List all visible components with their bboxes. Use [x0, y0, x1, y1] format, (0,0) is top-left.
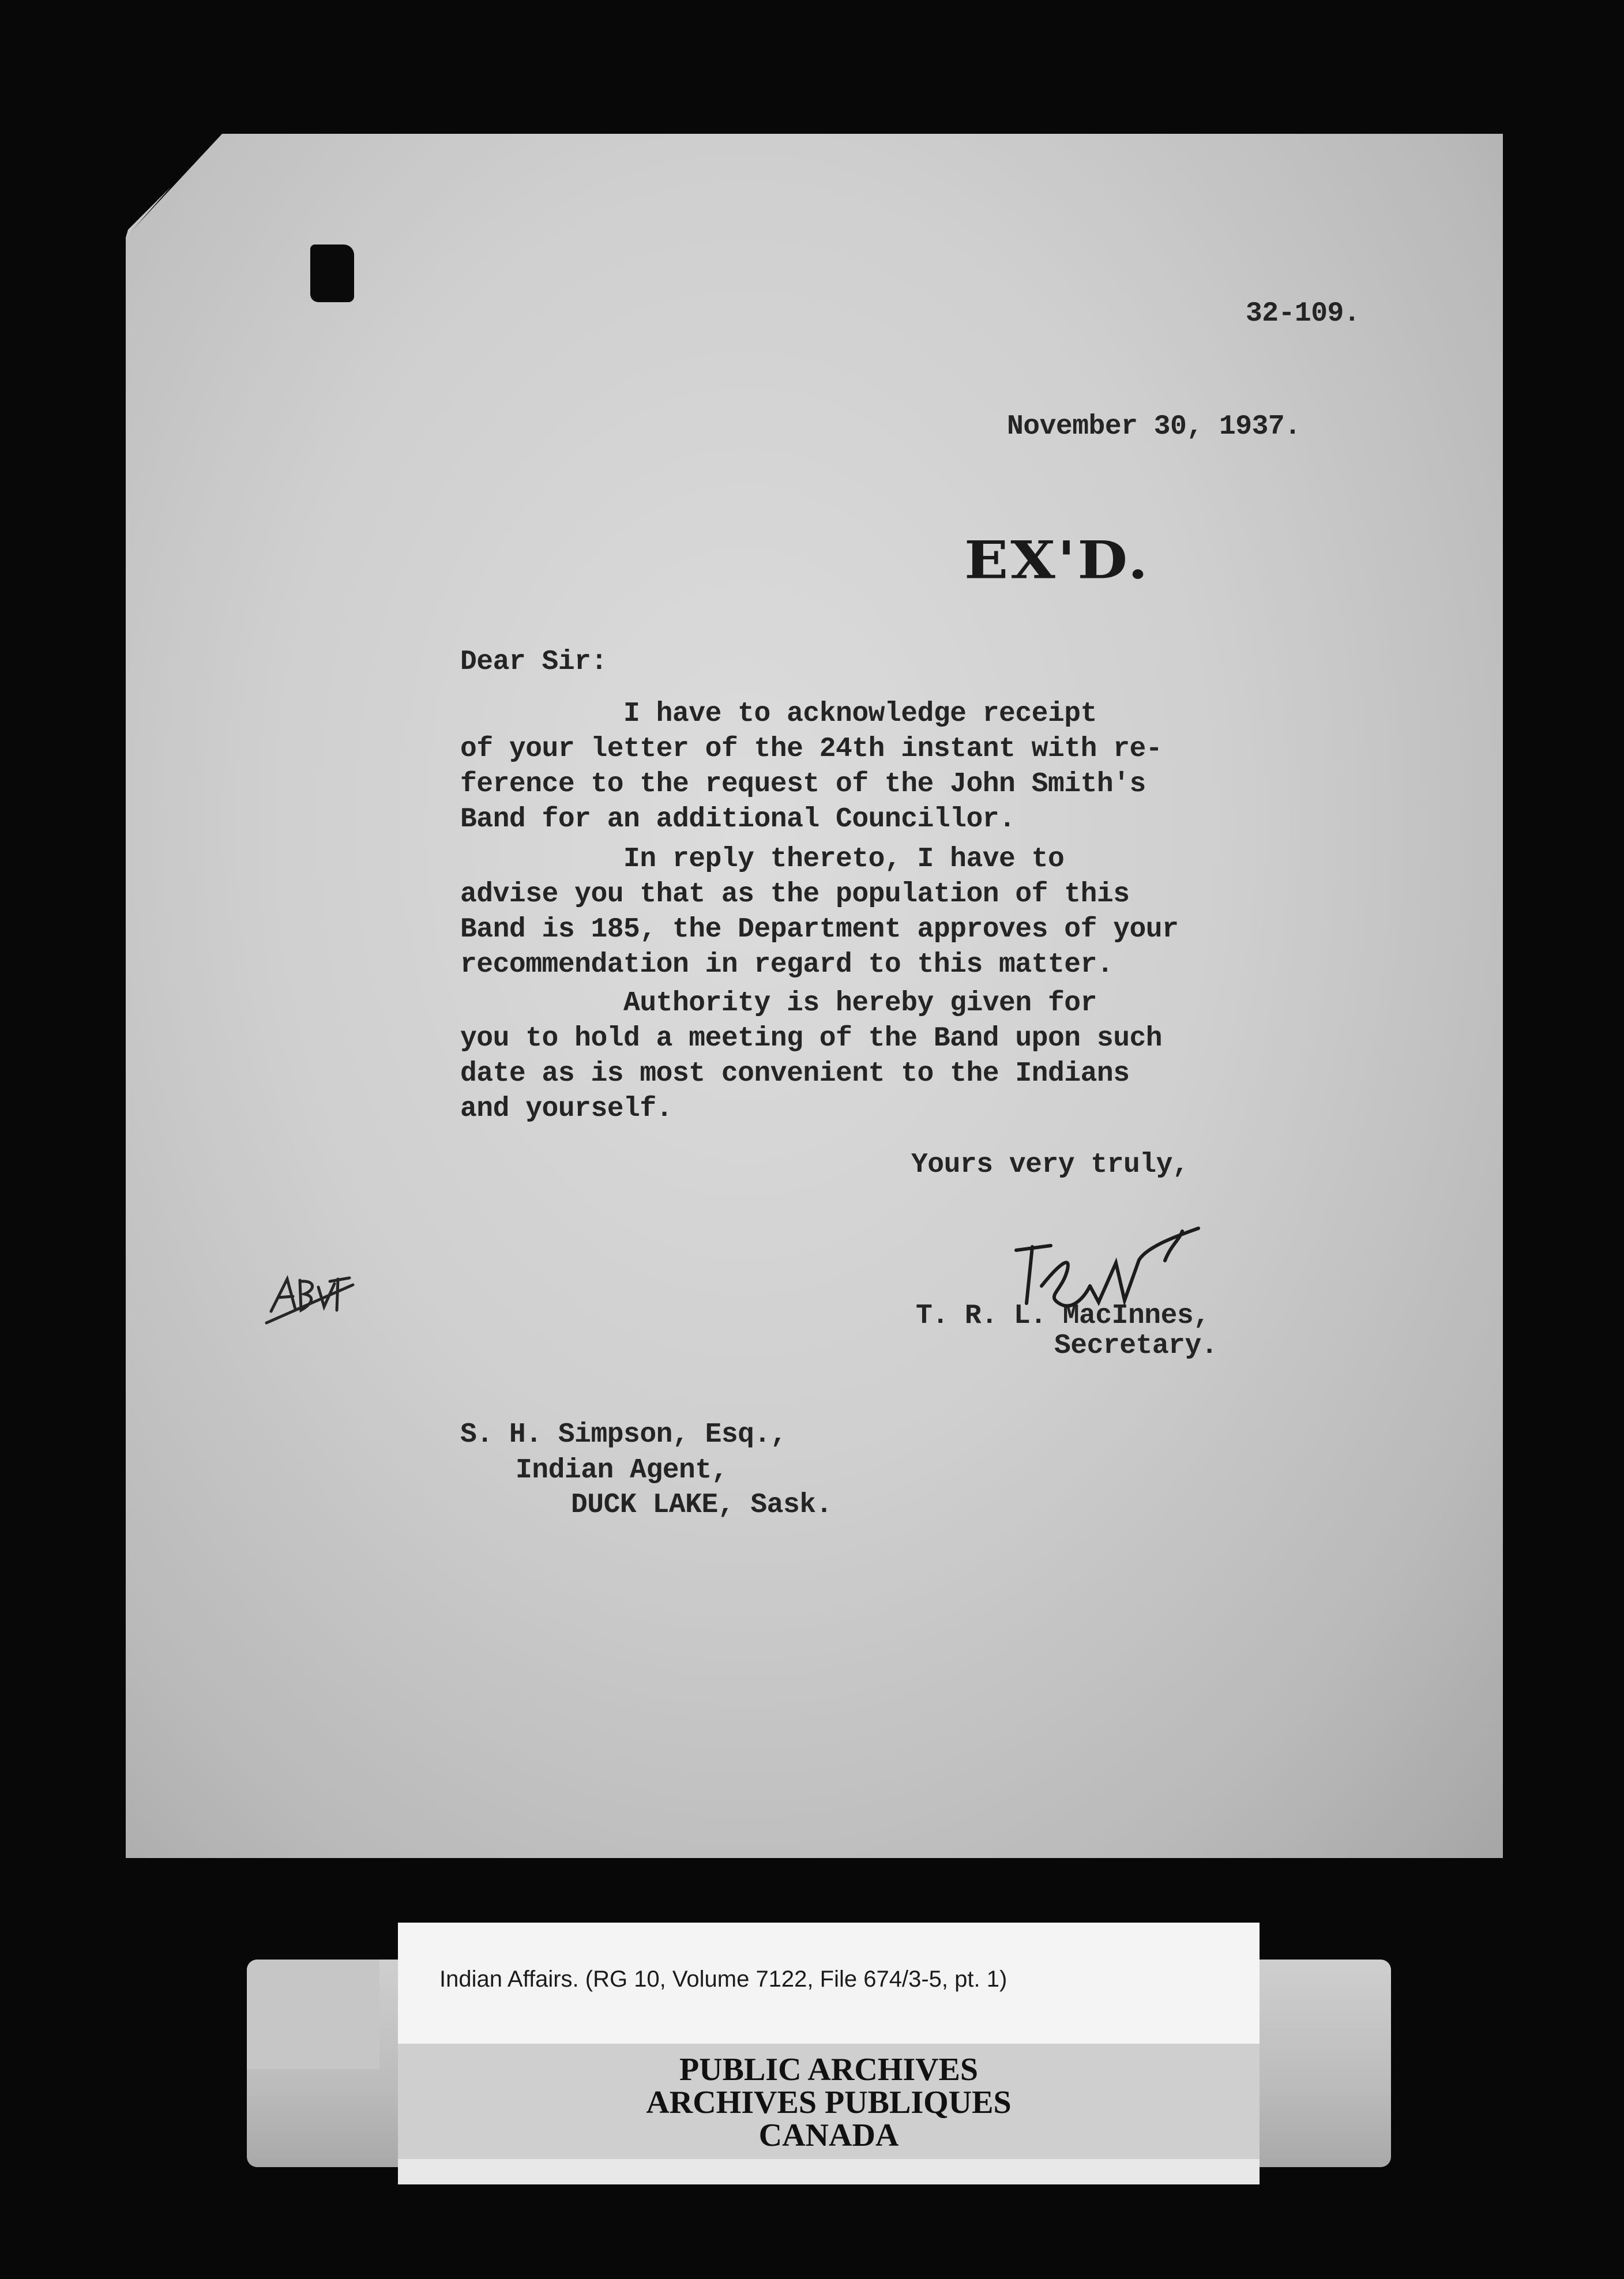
paragraph-line: and yourself.: [460, 1093, 672, 1125]
exd-stamp: EX'D.: [964, 529, 1151, 591]
address-line-2: Indian Agent,: [516, 1455, 728, 1486]
paragraph-line: I have to acknowledge receipt: [460, 698, 1097, 729]
paragraph-line: ference to the request of the John Smith's: [460, 769, 1146, 800]
paragraph-line: date as is most convenient to the Indians: [460, 1058, 1130, 1089]
address-line-1: S. H. Simpson, Esq.,: [460, 1419, 787, 1450]
closing: Yours very truly,: [911, 1149, 1189, 1180]
handwritten-initials: [266, 1278, 353, 1323]
signatory-name: T. R. L. MacInnes,: [916, 1300, 1210, 1332]
paragraph-line: advise you that as the population of this: [460, 879, 1130, 910]
paragraph-line: Band is 185, the Department approves of your: [460, 914, 1179, 945]
paragraph-line: recommendation in regard to this matter.: [460, 949, 1114, 980]
paragraph-line: of your letter of the 24th instant with re-: [460, 734, 1163, 765]
address-line-3: DUCK LAKE, Sask.: [571, 1490, 832, 1521]
label-footer-strip: [398, 2159, 1260, 2184]
label-holder-tab: [247, 1960, 379, 2069]
reference-text: Indian Affairs. (RG 10, Volume 7122, File 674/3-5, pt. 1): [439, 1966, 1008, 1992]
archive-country: CANADA: [758, 2118, 899, 2153]
paragraph-line: Authority is hereby given for: [460, 988, 1097, 1019]
file-number: 32-109.: [1246, 298, 1360, 329]
paragraph-line: you to hold a meeting of the Band upon such: [460, 1023, 1163, 1054]
letter-date: November 30, 1937.: [1007, 411, 1301, 442]
paragraph-line: In reply thereto, I have to: [460, 844, 1065, 875]
paragraph-line: Band for an additional Councillor.: [460, 804, 1016, 835]
signatory-title: Secretary.: [1054, 1330, 1218, 1362]
archive-name-fr: ARCHIVES PUBLIQUES: [646, 2085, 1012, 2120]
handwritten-signature: [1016, 1228, 1198, 1306]
archive-name-en: PUBLIC ARCHIVES: [679, 2052, 979, 2088]
salutation: Dear Sir:: [460, 646, 607, 678]
